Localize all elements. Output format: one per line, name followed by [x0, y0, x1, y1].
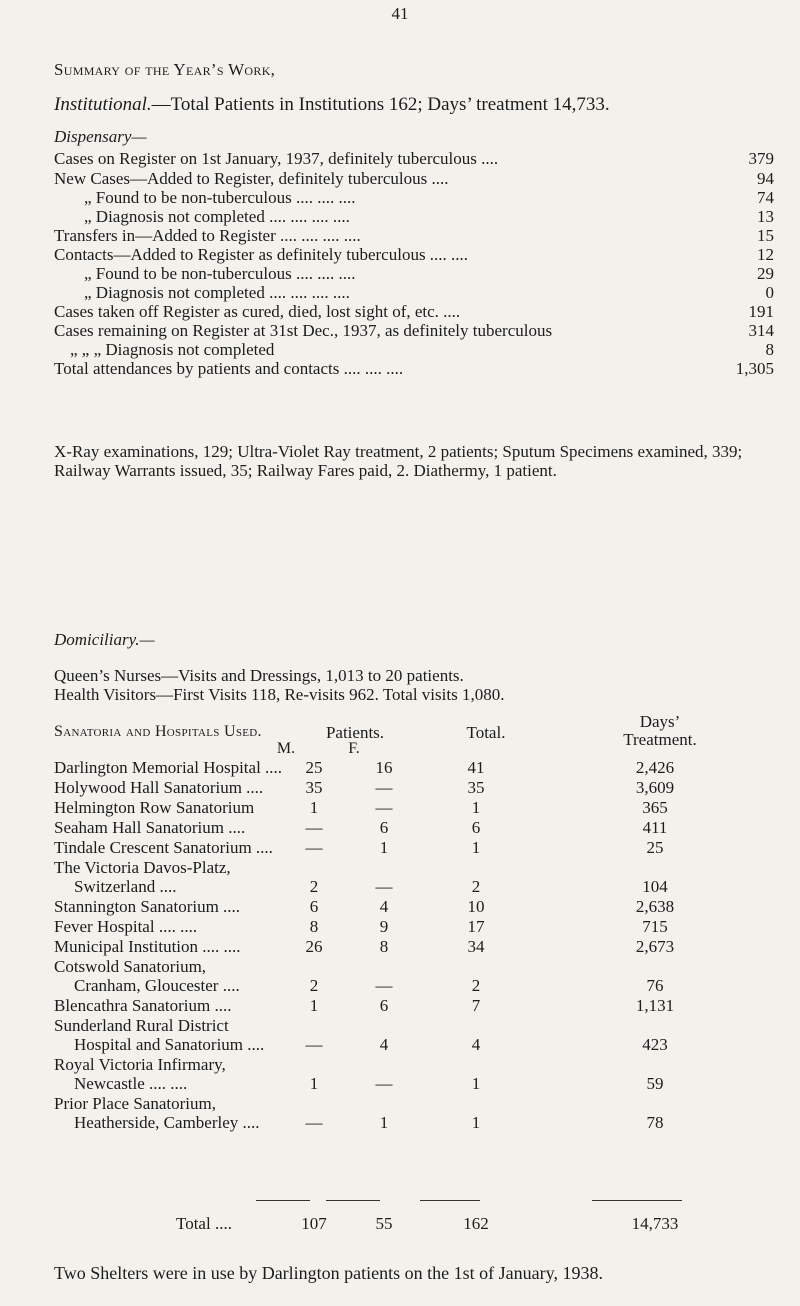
page-number: 41	[391, 4, 409, 23]
col-days-2: Treatment.	[623, 730, 697, 749]
institutional-label: Institutional.	[54, 94, 152, 115]
hospitals-heading: Sanatoria and Hospitals Used.	[54, 723, 262, 740]
dispensary-line-text: Cases remaining on Register at 31st Dec., 1937, as definitely tuberculous	[54, 321, 553, 340]
dispensary-line-text: „ „ „ Diagnosis not completed	[70, 340, 275, 359]
hospital-days: 25	[646, 838, 664, 857]
hospital-m: —	[305, 818, 323, 837]
hospital-row	[54, 1113, 774, 1133]
dispensary-line-text: New Cases—Added to Register, definitely tuberculous ....	[54, 169, 449, 188]
hospital-days: 2,426	[635, 758, 675, 777]
hospital-row-name-line	[54, 1055, 774, 1075]
col-f: F.	[348, 740, 360, 757]
institutional-line	[54, 94, 610, 116]
hospital-total: 34	[467, 937, 485, 956]
hospital-name: Seaham Hall Sanatorium ....	[54, 818, 246, 837]
hospital-row-name-line	[54, 957, 774, 977]
hospital-f: 1	[379, 838, 389, 857]
hospital-name: The Victoria Davos-Platz,	[54, 858, 231, 877]
xray-paragraph: X-Ray examinations, 129; Ultra-Violet Ray treatment, 2 patients; Sputum Specimens examined, 339; Railway Warrants issued, 35; Railway Fares paid, 2. Diathermy, 1 patient.	[54, 442, 743, 480]
hospital-f: 6	[379, 818, 389, 837]
hospital-m: 1	[309, 1074, 319, 1093]
dispensary-line-text: Total attendances by patients and contacts .... .... ....	[54, 359, 404, 378]
dispensary-line-value: 74	[757, 188, 774, 207]
hospital-name: Darlington Memorial Hospital ....	[54, 758, 283, 777]
hospital-name: Municipal Institution .... ....	[54, 937, 241, 956]
col-m: M.	[276, 740, 296, 757]
dispensary-line-value: 8	[765, 340, 774, 359]
hospital-f: —	[375, 877, 393, 896]
hospital-m: 8	[309, 917, 319, 936]
hospital-m: 35	[305, 778, 323, 797]
hospital-name-cont: Switzerland ....	[74, 877, 177, 896]
hospital-total: 1	[471, 838, 481, 857]
dispensary-line-text: „ Found to be non-tuberculous .... .... ....	[84, 188, 356, 207]
hospital-name-cont: Heatherside, Camberley ....	[74, 1113, 260, 1132]
dispensary-label: Dispensary—	[54, 127, 147, 146]
rule-total	[420, 1200, 480, 1201]
hospital-row	[54, 798, 774, 818]
hospital-m: 25	[305, 758, 323, 777]
hospital-m: 1	[309, 798, 319, 817]
hospital-m: 26	[305, 937, 323, 956]
hospital-row	[54, 778, 774, 798]
hospital-f: —	[375, 798, 393, 817]
dispensary-line-text: Cases taken off Register as cured, died, lost sight of, etc. ....	[54, 302, 461, 321]
hospital-days: 2,638	[635, 897, 675, 916]
hospital-name: Royal Victoria Infirmary,	[54, 1055, 226, 1074]
hospital-total: 6	[471, 818, 481, 837]
hospital-m: 1	[309, 996, 319, 1015]
hospital-days: 411	[642, 818, 668, 837]
hospital-total: 1	[471, 1113, 481, 1132]
hospital-row-name-line	[54, 858, 774, 878]
dispensary-line-text: „ Diagnosis not completed .... .... .... ....	[84, 283, 350, 302]
dispensary-line-value: 94	[757, 169, 774, 188]
hospital-total: 41	[467, 758, 485, 777]
dispensary-line-text: Contacts—Added to Register as definitely tuberculous .... ....	[54, 245, 469, 264]
hospital-name: Helmington Row Sanatorium	[54, 798, 255, 817]
hospital-f: 16	[375, 758, 393, 777]
hospital-row	[54, 917, 774, 937]
hospital-f: 1	[379, 1113, 389, 1132]
total-row	[54, 1214, 774, 1234]
hospital-total: 10	[467, 897, 485, 916]
hospital-f: —	[375, 778, 393, 797]
hospital-total: 4	[471, 1035, 481, 1054]
hospital-row	[54, 937, 774, 957]
dispensary-line-value: 379	[748, 149, 774, 168]
hospital-row	[54, 976, 774, 996]
dispensary-line-value: 12	[757, 245, 774, 264]
hospital-days: 423	[642, 1035, 668, 1054]
hospital-days: 3,609	[635, 778, 675, 797]
hospital-total: 2	[471, 877, 481, 896]
dispensary-line-value: 0	[765, 283, 774, 302]
hospital-m: —	[305, 1113, 323, 1132]
total-total: 162	[463, 1214, 489, 1233]
hospital-m: 2	[309, 877, 319, 896]
hospital-total: 17	[467, 917, 485, 936]
dispensary-line-text: Transfers in—Added to Register .... .... .... ....	[54, 226, 361, 245]
hospital-row	[54, 996, 774, 1016]
hospital-f: 6	[379, 996, 389, 1015]
dispensary-line-text: „ Diagnosis not completed .... .... .... ....	[84, 207, 350, 226]
col-patients: Patients.	[325, 723, 385, 742]
hospital-days: 59	[646, 1074, 664, 1093]
hospital-name-cont: Cranham, Gloucester ....	[74, 976, 240, 995]
total-days: 14,733	[631, 1214, 679, 1233]
dispensary-line-value: 29	[757, 264, 774, 283]
hospital-name: Blencathra Sanatorium ....	[54, 996, 232, 1015]
hospital-days: 715	[642, 917, 668, 936]
rule-f	[326, 1200, 380, 1201]
hospital-days: 1,131	[635, 996, 675, 1015]
hospital-row-name-line	[54, 1094, 774, 1114]
dispensary-line-value: 13	[757, 207, 774, 226]
hospital-days: 76	[646, 976, 664, 995]
hospital-row	[54, 1074, 774, 1094]
summary-heading: Summary of the Year’s Work,	[54, 60, 276, 79]
hospital-m: —	[305, 1035, 323, 1054]
hospital-name: Fever Hospital .... ....	[54, 917, 198, 936]
hospital-name-cont: Newcastle .... ....	[74, 1074, 188, 1093]
total-m: 107	[301, 1214, 327, 1233]
domiciliary-line-1: Queen’s Nurses—Visits and Dressings, 1,013 to 20 patients.	[54, 666, 464, 685]
hospital-row-name-line	[54, 1016, 774, 1036]
hospital-name-cont: Hospital and Sanatorium ....	[74, 1035, 265, 1054]
hospital-total: 35	[467, 778, 485, 797]
hospital-total: 1	[471, 1074, 481, 1093]
footer-note: Two Shelters were in use by Darlington patients on the 1st of January, 1938.	[54, 1263, 603, 1283]
domiciliary-label: Domiciliary.—	[54, 630, 155, 649]
hospital-total: 1	[471, 798, 481, 817]
hospital-row	[54, 897, 774, 917]
hospital-days: 2,673	[635, 937, 675, 956]
domiciliary-line-2: Health Visitors—First Visits 118, Re-visits 962. Total visits 1,080.	[54, 685, 505, 704]
col-total: Total.	[466, 723, 506, 742]
hospital-m: 2	[309, 976, 319, 995]
dispensary-line-value: 314	[748, 321, 774, 340]
hospital-name: Cotswold Sanatorium,	[54, 957, 207, 976]
col-days-1: Days’	[639, 712, 681, 731]
hospital-row	[54, 758, 774, 778]
rule-m	[256, 1200, 310, 1201]
hospital-name: Tindale Crescent Sanatorium ....	[54, 838, 273, 857]
hospital-name: Sunderland Rural District	[54, 1016, 229, 1035]
dispensary-line-value: 15	[757, 226, 774, 245]
hospital-f: 8	[379, 937, 389, 956]
hospital-days: 104	[642, 877, 668, 896]
dispensary-line-value: 1,305	[735, 359, 774, 378]
hospital-name: Prior Place Sanatorium,	[54, 1094, 216, 1113]
hospital-name: Holywood Hall Sanatorium ....	[54, 778, 264, 797]
total-f: 55	[375, 1214, 393, 1233]
dispensary-line-text: Cases on Register on 1st January, 1937, definitely tuberculous ....	[54, 149, 499, 168]
hospital-f: 4	[379, 897, 389, 916]
hospital-total: 2	[471, 976, 481, 995]
hospital-row	[54, 877, 774, 897]
hospital-days: 365	[642, 798, 668, 817]
hospital-name: Stannington Sanatorium ....	[54, 897, 241, 916]
hospital-m: —	[305, 838, 323, 857]
institutional-text: —Total Patients in Institutions 162; Days’ treatment 14,733.	[151, 94, 610, 115]
hospital-row	[54, 1035, 774, 1055]
hospital-f: 4	[379, 1035, 389, 1054]
hospital-m: 6	[309, 897, 319, 916]
hospital-row	[54, 818, 774, 838]
hospital-total: 7	[471, 996, 481, 1015]
dispensary-line-value: 191	[748, 302, 774, 321]
dispensary-line-text: „ Found to be non-tuberculous .... .... ....	[84, 264, 356, 283]
hospital-f: 9	[379, 917, 389, 936]
hospital-f: —	[375, 976, 393, 995]
hospital-row	[54, 838, 774, 858]
rule-days	[592, 1200, 682, 1201]
hospital-f: —	[375, 1074, 393, 1093]
hospital-days: 78	[646, 1113, 664, 1132]
total-label: Total ....	[176, 1214, 232, 1233]
